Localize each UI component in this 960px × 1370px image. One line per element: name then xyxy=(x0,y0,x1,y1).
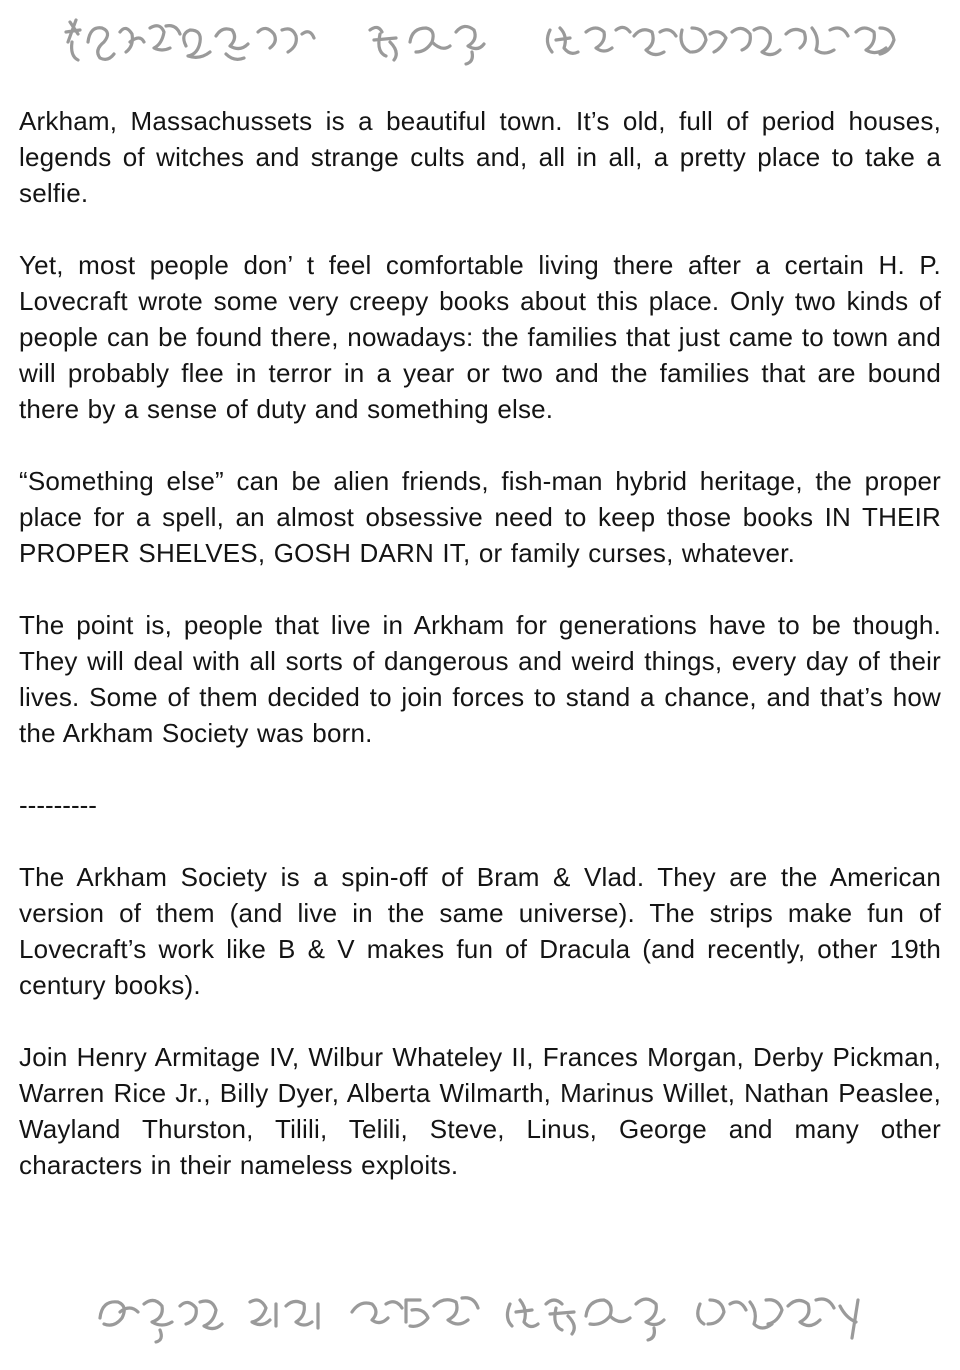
intro-paragraph-something-else: “Something else” can be alien friends, fish-man hybrid heritage, the proper place for a spell, an almost obsessive need to keep those books IN THEIR PROPER SHELVES, GOSH DARN IT, or family curses, whatever. xyxy=(19,466,941,568)
header-alien-script xyxy=(0,12,960,70)
about-paragraph-spin-off: The Arkham Society is a spin-off of Bram & Vlad. They are the American version of them (and live in the same universe). The strips make fun of Lovecraft’s work like B & V makes fun of Dracula (and recently, other 19th century books). xyxy=(19,862,941,1000)
intro-paragraph-town: Arkham, Massachussets is a beautiful town. It’s old, full of period houses, legends of witches and strange cults and, all in all, a pretty place to take a selfie. xyxy=(19,106,941,208)
intro-paragraph-society-born: The point is, people that live in Arkham for generations have to be though. They will deal with all sorts of dangerous and weird things, every day of their lives. Some of them decided to join forces to stand a chance, and that’s how the Arkham Society was born. xyxy=(19,610,941,748)
section-separator: --------- xyxy=(19,790,97,820)
page-body xyxy=(19,103,941,1219)
alien-script-footer-graphic xyxy=(90,1282,870,1352)
intro-paragraph-lovecraft: Yet, most people don’ t feel comfortable living there after a certain H. P. Lovecraft wrote some very creepy books about this place. Only two kinds of people can be found there, nowadays: the families that just came to town and will probably flee in terror in a year or two and the families that are bound there by a sense of duty and something else. xyxy=(19,250,941,424)
alien-script-title-graphic xyxy=(30,12,930,70)
about-paragraph-characters: Join Henry Armitage IV, Wilbur Whateley II, Frances Morgan, Derby Pickman, Warren Rice Jr., Billy Dyer, Alberta Wilmarth, Marinus Willet, Nathan Peaslee, Wayland Thurston, Tilili, Telili, Steve, Linus, George and many other characters in their nameless exploits. xyxy=(19,1042,941,1180)
footer-alien-script xyxy=(0,1282,960,1352)
